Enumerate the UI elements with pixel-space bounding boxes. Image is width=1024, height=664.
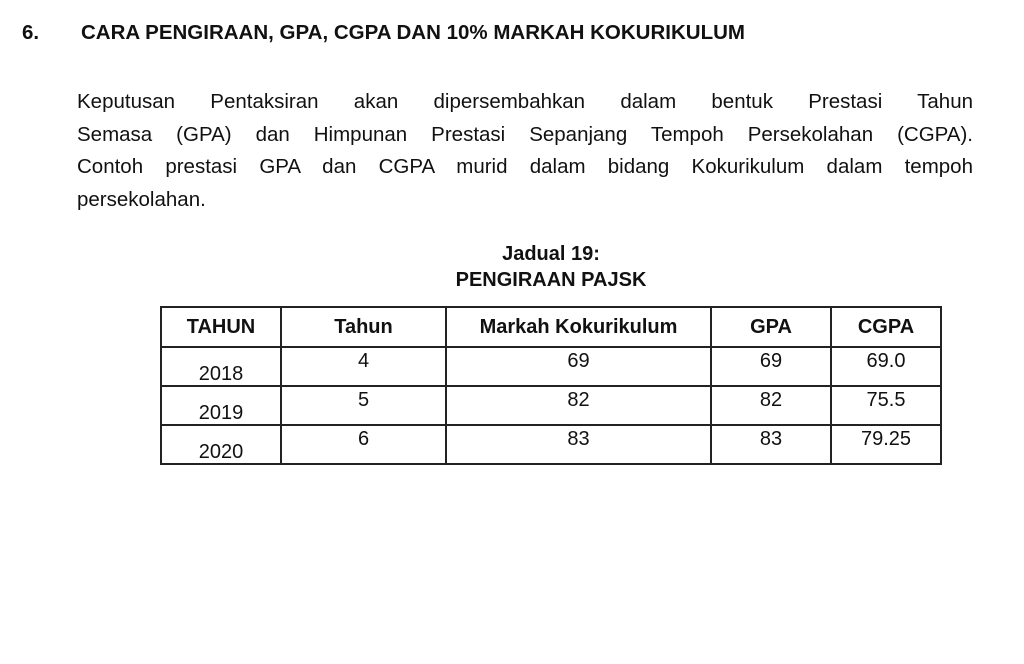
cell-gpa: 69	[711, 347, 831, 386]
cell-year: 2019	[161, 386, 281, 425]
cell-level: 4	[281, 347, 446, 386]
table-row	[161, 425, 941, 464]
cell-cgpa: 79.25	[831, 425, 941, 464]
header-tahun-level: Tahun	[281, 307, 446, 347]
cell-cgpa: 75.5	[831, 386, 941, 425]
cell-markah: 83	[446, 425, 711, 464]
table-row	[161, 386, 941, 425]
header-cgpa: CGPA	[831, 307, 941, 347]
cell-markah: 69	[446, 347, 711, 386]
cell-level: 5	[281, 386, 446, 425]
cell-gpa: 83	[711, 425, 831, 464]
body-paragraph	[77, 86, 973, 216]
table-row	[161, 347, 941, 386]
cell-cgpa: 69.0	[831, 347, 941, 386]
table-header-row	[161, 307, 941, 347]
cell-level: 6	[281, 425, 446, 464]
section-number: 6.	[22, 21, 40, 44]
section-heading	[22, 21, 745, 45]
paragraph-line: persekolahan.	[77, 187, 206, 211]
table-caption-number: Jadual 19:	[502, 243, 600, 265]
paragraph-line: Semasa (GPA) dan Himpunan Prestasi Sepanjang Tempoh Persekolahan (CGPA).	[77, 122, 973, 146]
cell-gpa: 82	[711, 386, 831, 425]
header-tahun-year: TAHUN	[161, 307, 281, 347]
paragraph-line: Contoh prestasi GPA dan CGPA murid dalam bidang Kokurikulum dalam tempoh	[77, 155, 973, 178]
pajsk-table	[160, 306, 942, 465]
table-caption-title: PENGIRAAN PAJSK	[455, 269, 647, 291]
cell-year: 2018	[161, 347, 281, 386]
cell-markah: 82	[446, 386, 711, 425]
header-markah: Markah Kokurikulum	[446, 307, 711, 347]
section-title: CARA PENGIRAAN, GPA, CGPA DAN 10% MARKAH KOKURIKULUM	[81, 21, 745, 44]
paragraph-line: Keputusan Pentaksiran akan dipersembahkan dalam bentuk Prestasi Tahun	[77, 90, 973, 113]
header-gpa: GPA	[711, 307, 831, 347]
cell-year: 2020	[161, 425, 281, 464]
